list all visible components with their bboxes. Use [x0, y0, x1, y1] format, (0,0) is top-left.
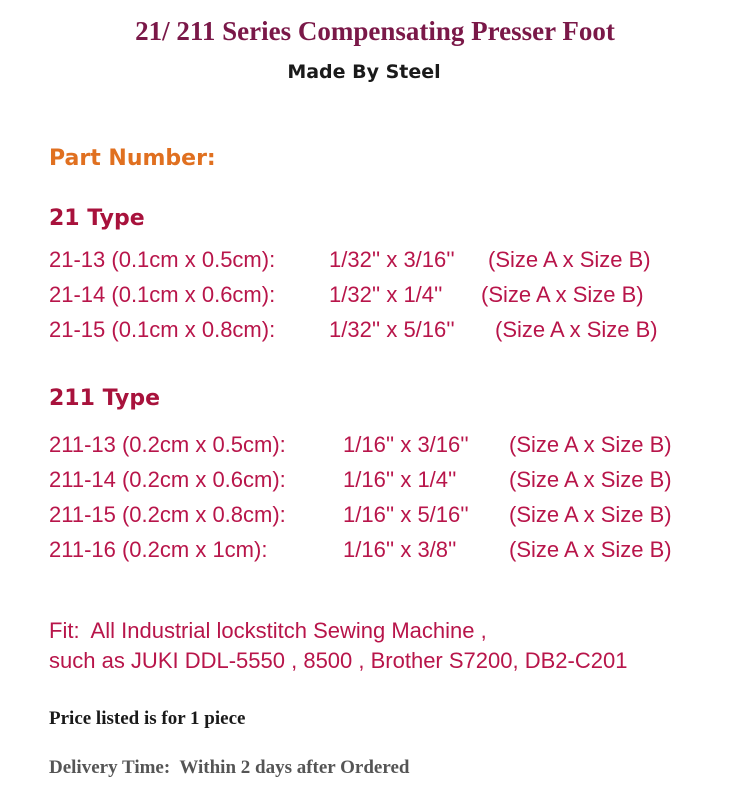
- fit-description: Fit: All Industrial lockstitch Sewing Machine ,: [49, 618, 487, 643]
- part-inch-size: 1/16'' x 1/4'': [343, 467, 457, 492]
- part-size-label: (Size A x Size B): [509, 467, 672, 492]
- fit-machine-models: such as JUKI DDL-5550 , 8500 , Brother S7200, DB2-C201: [49, 648, 628, 673]
- part-inch-size: 1/16'' x 3/16'': [343, 432, 469, 457]
- part-code: 211-14 (0.2cm x 0.6cm):: [49, 467, 286, 492]
- part-inch-size: 1/32'' x 1/4'': [329, 282, 443, 307]
- part-code: 21-13 (0.1cm x 0.5cm):: [49, 247, 276, 272]
- type-211-heading: 211 Type: [49, 386, 160, 411]
- part-inch-size: 1/32'' x 5/16'': [329, 317, 455, 342]
- delivery-note: Delivery Time: Within 2 days after Ordered: [49, 757, 410, 778]
- part-size-label: (Size A x Size B): [509, 432, 672, 457]
- part-code: 21-14 (0.1cm x 0.6cm):: [49, 282, 276, 307]
- part-inch-size: 1/32'' x 3/16'': [329, 247, 455, 272]
- part-inch-size: 1/16'' x 5/16'': [343, 502, 469, 527]
- part-code: 211-13 (0.2cm x 0.5cm):: [49, 432, 286, 457]
- part-code: 21-15 (0.1cm x 0.8cm):: [49, 317, 276, 342]
- page-title: 21/ 211 Series Compensating Presser Foot: [135, 16, 615, 46]
- part-code: 211-16 (0.2cm x 1cm):: [49, 537, 268, 562]
- part-number-heading: Part Number:: [49, 146, 216, 171]
- list-item: [49, 282, 644, 312]
- part-code: 211-15 (0.2cm x 0.8cm):: [49, 502, 286, 527]
- list-item: [49, 502, 672, 532]
- list-item: [49, 432, 672, 462]
- part-size-label: (Size A x Size B): [481, 282, 644, 307]
- list-item: [49, 467, 672, 497]
- list-item: [49, 247, 651, 277]
- page-subtitle: Made By Steel: [287, 61, 441, 83]
- type-21-heading: 21 Type: [49, 206, 145, 231]
- price-note: Price listed is for 1 piece: [49, 708, 246, 729]
- list-item: [49, 537, 672, 567]
- part-inch-size: 1/16'' x 3/8'': [343, 537, 457, 562]
- part-size-label: (Size A x Size B): [509, 537, 672, 562]
- part-size-label: (Size A x Size B): [495, 317, 658, 342]
- part-size-label: (Size A x Size B): [488, 247, 651, 272]
- part-size-label: (Size A x Size B): [509, 502, 672, 527]
- list-item: [49, 317, 658, 347]
